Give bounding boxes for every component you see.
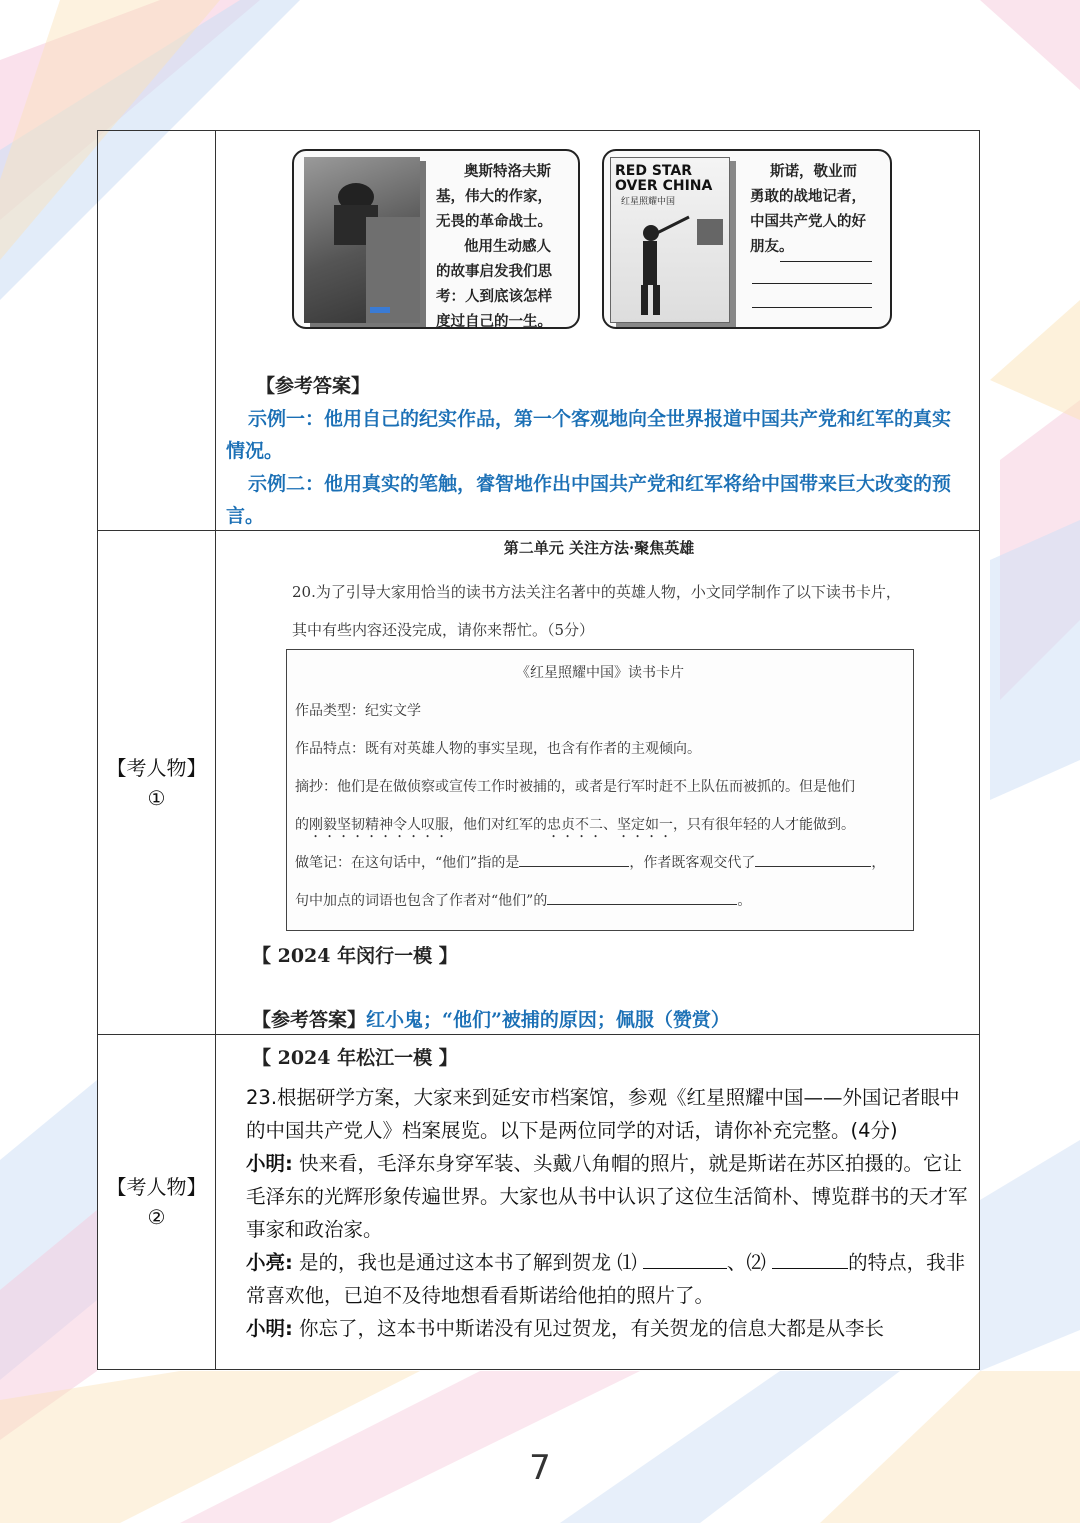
row-label-empty xyxy=(98,131,216,531)
card2-text: 斯诺，敬业而 勇敢的战地记者， 中国共产党人的好 朋友。 xyxy=(750,163,866,255)
book-title-en: RED STAR OVER CHINA xyxy=(615,163,713,194)
card-feature: 作品特点：既有对英雄人物的事实呈现，也含有作者的主观倾向。 xyxy=(295,741,701,757)
blank-line xyxy=(752,307,872,308)
blank-line xyxy=(752,283,872,284)
fill-blank[interactable] xyxy=(755,850,871,867)
row-label xyxy=(98,1035,216,1370)
card-excerpt-2: 的刚毅坚韧精神令人叹服，他们对红军的忠贞不二、坚定如一，只有很年轻的人才能做到。 xyxy=(295,817,855,833)
label-text: 【考人物】 xyxy=(106,755,207,780)
card-excerpt-1: 摘抄：他们是在做侦察或宣传工作时被捕的，或者是行军时赶不上队伍而被抓的。但是他们 xyxy=(295,779,855,795)
label-number: ① xyxy=(147,785,166,810)
bugler-silhouette-icon xyxy=(611,207,729,317)
card-note-2: 句中加点的词语也包含了作者对“他们”的 。 xyxy=(287,882,913,920)
fill-blank[interactable] xyxy=(547,888,737,905)
book-card-ostrovsky xyxy=(292,149,580,329)
answer-example-2: 示例二：他用真实的笔触，睿智地作出中国共产党和红军将给中国带来巨大改变的预言。 xyxy=(226,473,952,527)
row3-content xyxy=(216,1035,980,1370)
dialogue-liang: 小亮: 是的，我也是通过这本书了解到贺龙 ⑴ 、⑵ 的特点，我非常喜欢他，已迫不及待地想看看斯诺给他拍的照片了。 xyxy=(246,1251,966,1307)
reference-answer: 【参考答案】红小鬼；“他们”被捕的原因；佩服（赞赏） xyxy=(252,1009,730,1031)
question-line-2: 其中有些内容还没完成，请你来帮忙。（5分） xyxy=(292,621,595,639)
dialogue-ming: 小明: 快来看，毛泽东身穿军装、头戴八角帽的照片，就是斯诺在苏区拍摄的。它让毛泽东的光辉形象传遍世界。大家也从书中认识了这位生活简朴、博览群书的天才军事家和政治家。 xyxy=(246,1152,968,1241)
book-cover-image xyxy=(304,157,420,323)
dialogue-ming-2: 小明: 你忘了，这本书中斯诺没有见过贺龙，有关贺龙的信息大都是从李长 xyxy=(246,1317,885,1340)
reading-card xyxy=(286,649,914,931)
question-source: 【 2024 年松江一模 】 xyxy=(252,1047,458,1069)
row1-content xyxy=(216,131,980,531)
card-note-1: 做笔记：在这句话中，“他们”指的是 ，作者既客观交代了 ， xyxy=(287,844,913,882)
book-title-zh: 红星照耀中国 xyxy=(621,197,676,207)
card-title: 《红星照耀中国》读书卡片 xyxy=(516,665,684,681)
fill-blank-1[interactable] xyxy=(643,1250,727,1269)
main-table xyxy=(97,130,980,1370)
row2-content xyxy=(216,531,980,1035)
table-row xyxy=(98,531,980,1035)
answer-example-1: 示例一：他用自己的纪实作品，第一个客观地向全世界报道中国共产党和红军的真实情况。 xyxy=(226,408,952,462)
blank-line xyxy=(780,261,872,262)
soldier-silhouette-icon xyxy=(304,157,420,323)
card-type: 作品类型：纪实文学 xyxy=(295,703,421,719)
question-body xyxy=(226,1081,974,1345)
card1-text: 奥斯特洛夫斯 基，伟大的作家， 无畏的革命战士。 他用生动感人 的故事启发我们思 考：人到底该怎样 度过自己的一生。 xyxy=(436,163,552,330)
content-sheet xyxy=(97,130,980,1371)
label-text: 【考人物】 xyxy=(106,1175,207,1199)
book-card-snow xyxy=(602,149,892,329)
question-intro: 23.根据研学方案，大家来到延安市档案馆，参观《红星照耀中国——外国记者眼中的中国共产党人》档案展览。以下是两位同学的对话，请你补充完整。(4分) xyxy=(246,1086,960,1142)
question-line-1: 20.为了引导大家用恰当的读书方法关注名著中的英雄人物，小文同学制作了以下读书卡片， xyxy=(292,583,901,601)
book-cover-image xyxy=(610,157,730,323)
row-label xyxy=(98,531,216,1035)
unit-title: 第二单元 关注方法·聚焦英雄 xyxy=(503,539,695,557)
page-number: 7 xyxy=(529,1448,551,1488)
question-source: 【 2024 年闵行一模 】 xyxy=(252,945,458,967)
label-number: ② xyxy=(147,1205,166,1229)
fill-blank-2[interactable] xyxy=(772,1250,848,1269)
answer-title: 【参考答案】 xyxy=(256,375,371,397)
fill-blank[interactable] xyxy=(519,850,629,867)
table-row xyxy=(98,131,980,531)
table-row xyxy=(98,1035,980,1370)
